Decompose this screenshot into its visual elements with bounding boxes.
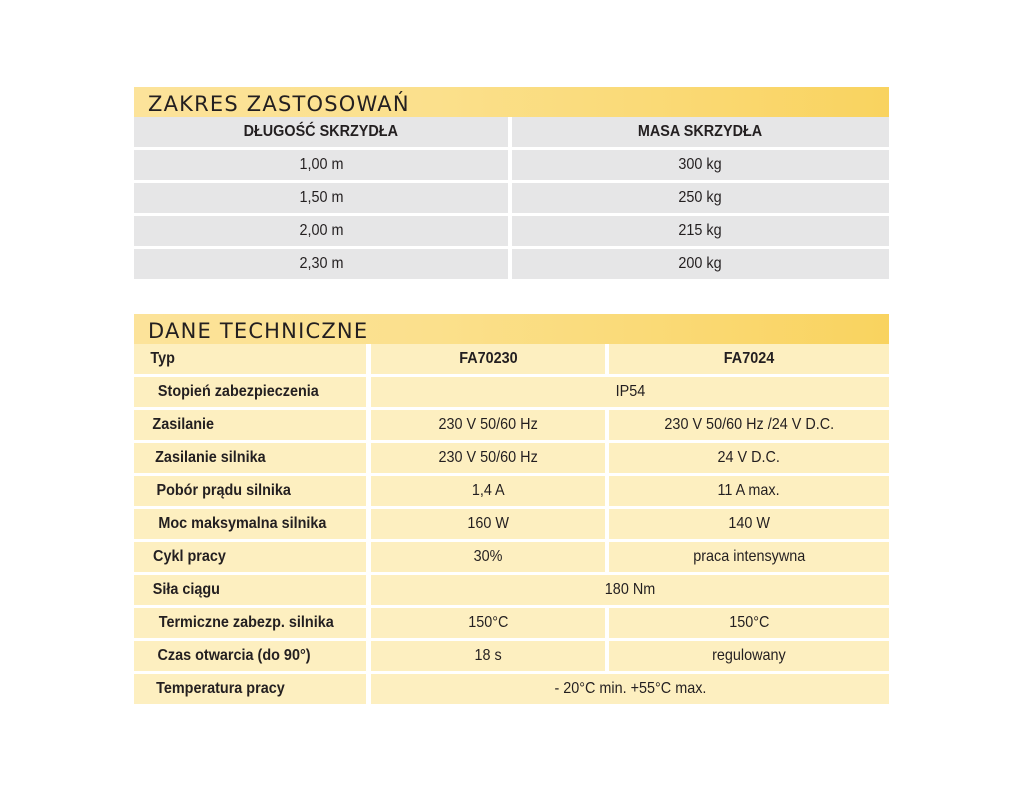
merged-value-cell: - 20°C min. +55°C max. (371, 674, 889, 707)
table-row (134, 509, 889, 542)
wing-mass-cell: 200 kg (512, 249, 889, 282)
tech-table-header (134, 344, 889, 377)
wing-length-cell: 2,00 m (134, 216, 512, 249)
table-row (134, 575, 889, 608)
column-header-fa7024: FA7024 (609, 344, 889, 377)
row-label: Siła ciągu (134, 575, 371, 608)
row-label: Cykl pracy (134, 542, 371, 575)
fa7024-value-cell: 140 W (609, 509, 889, 542)
merged-value-cell: IP54 (371, 377, 889, 410)
fa7024-value-cell: 230 V 50/60 Hz /24 V D.C. (609, 410, 889, 443)
table-row (134, 410, 889, 443)
row-label: Stopień zabezpieczenia (134, 377, 371, 410)
tech-section (134, 314, 889, 707)
fa70230-value-cell: 1,4 A (371, 476, 609, 509)
table-row (134, 249, 889, 282)
fa70230-value-cell: 230 V 50/60 Hz (371, 410, 609, 443)
wing-mass-cell: 300 kg (512, 150, 889, 183)
fa7024-value-cell: 150°C (609, 608, 889, 641)
fa7024-value-cell: regulowany (609, 641, 889, 674)
row-label: Pobór prądu silnika (134, 476, 371, 509)
fa70230-value-cell: 160 W (371, 509, 609, 542)
table-row (134, 216, 889, 249)
table-row (134, 443, 889, 476)
range-table-header (134, 117, 889, 150)
wing-length-cell: 1,00 m (134, 150, 512, 183)
row-label: Temperatura pracy (134, 674, 371, 707)
row-label: Termiczne zabezp. silnika (134, 608, 371, 641)
fa70230-value-cell: 230 V 50/60 Hz (371, 443, 609, 476)
table-row (134, 641, 889, 674)
fa7024-value-cell: 11 A max. (609, 476, 889, 509)
row-label: Typ (134, 344, 371, 377)
column-header-wing-length: DŁUGOŚĆ SKRZYDŁA (134, 117, 512, 150)
column-header-wing-mass: MASA SKRZYDŁA (512, 117, 889, 150)
table-row (134, 150, 889, 183)
row-label: Zasilanie silnika (134, 443, 371, 476)
row-label: Czas otwarcia (do 90°) (134, 641, 371, 674)
wing-mass-cell: 215 kg (512, 216, 889, 249)
range-table (134, 117, 889, 282)
column-header-fa70230: FA70230 (371, 344, 609, 377)
fa7024-value-cell: 24 V D.C. (609, 443, 889, 476)
range-section (134, 87, 889, 282)
table-row (134, 377, 889, 410)
merged-value-cell: 180 Nm (371, 575, 889, 608)
table-row (134, 608, 889, 641)
wing-mass-cell: 250 kg (512, 183, 889, 216)
fa7024-value-cell: praca intensywna (609, 542, 889, 575)
table-row (134, 183, 889, 216)
tech-section-title: DANE TECHNICZNE (134, 314, 889, 344)
fa70230-value-cell: 18 s (371, 641, 609, 674)
row-label: Zasilanie (134, 410, 371, 443)
row-label: Moc maksymalna silnika (134, 509, 371, 542)
table-row (134, 542, 889, 575)
fa70230-value-cell: 150°C (371, 608, 609, 641)
wing-length-cell: 1,50 m (134, 183, 512, 216)
table-row (134, 674, 889, 707)
range-section-title: ZAKRES ZASTOSOWAŃ (134, 87, 889, 117)
tech-table (134, 344, 889, 707)
table-row (134, 476, 889, 509)
fa70230-value-cell: 30% (371, 542, 609, 575)
wing-length-cell: 2,30 m (134, 249, 512, 282)
